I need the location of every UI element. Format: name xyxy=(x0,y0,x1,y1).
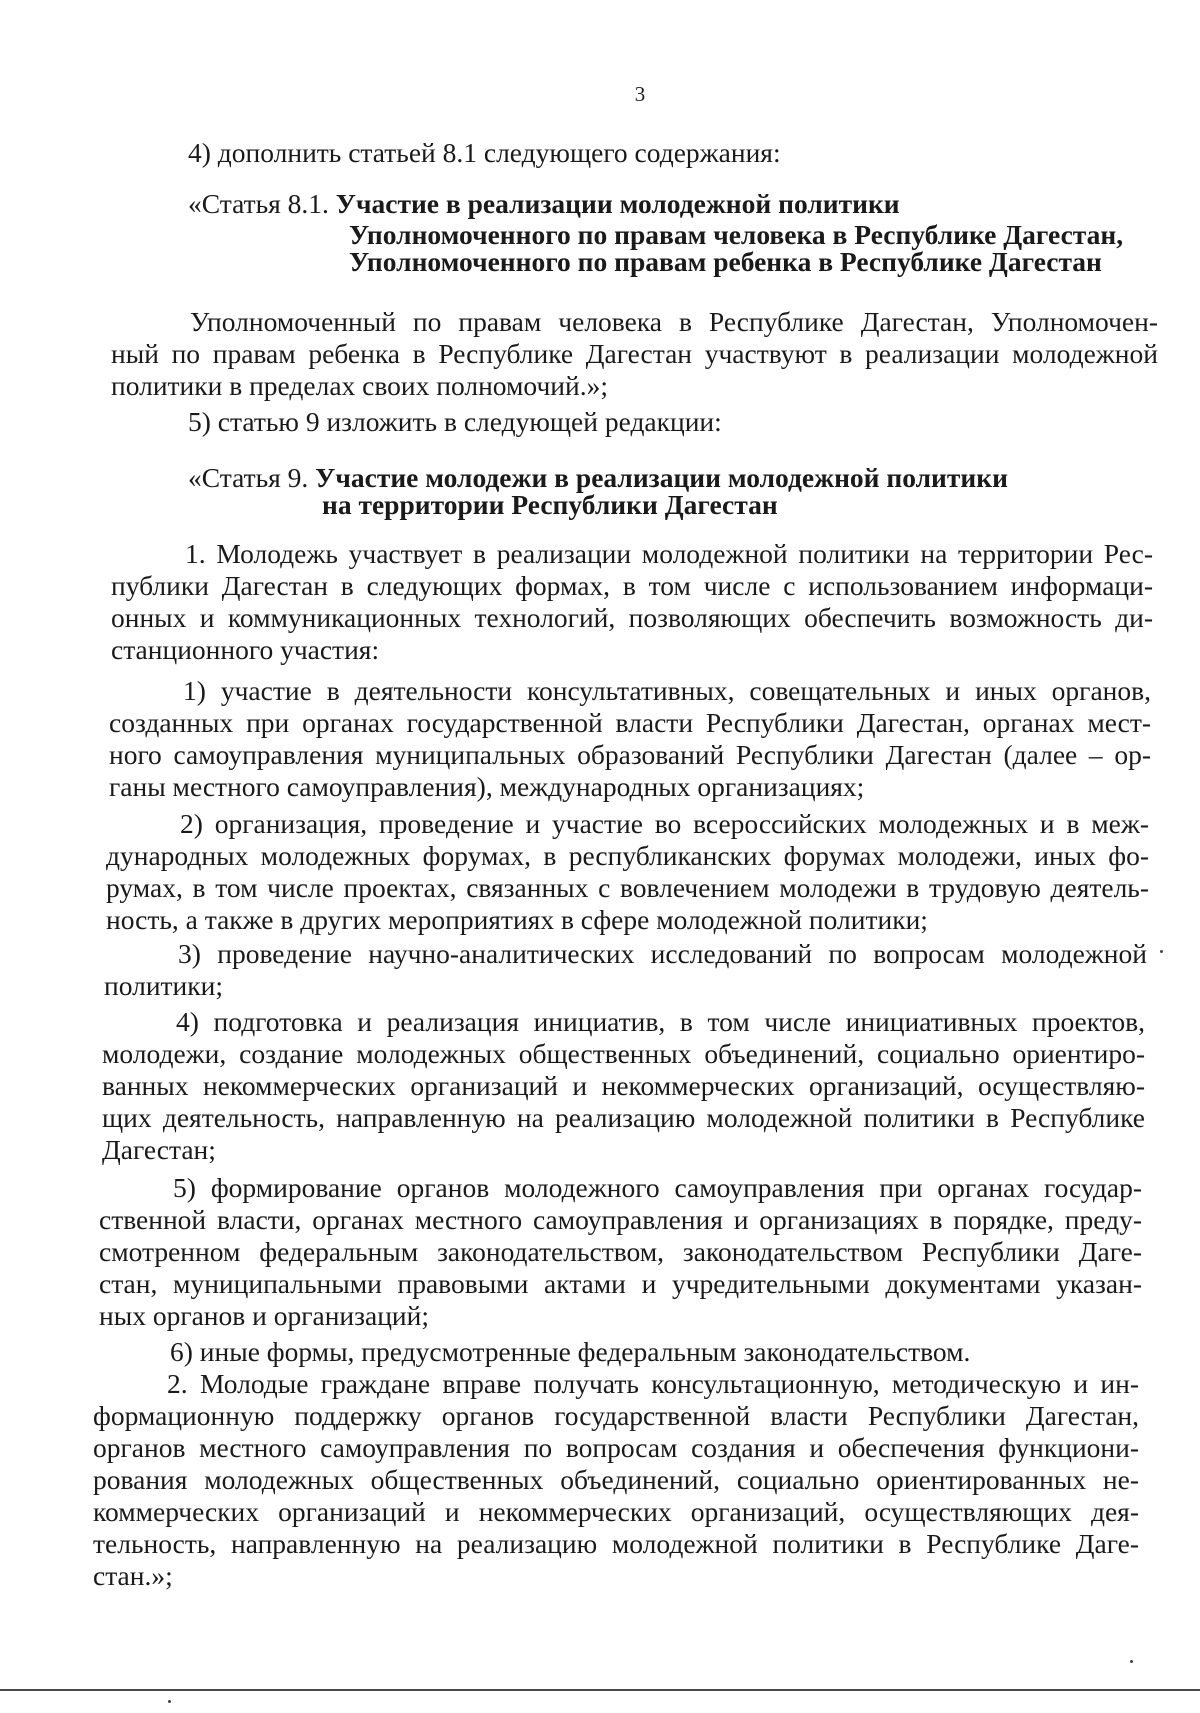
article-8-1-title-line-1: Участие в реализации молодежной политики xyxy=(335,188,900,219)
paragraph-line: ванных некоммерческих организаций и некоммерческих организаций, осуществляю- xyxy=(102,1070,1145,1101)
paragraph-line: онных и коммуникационных технологий, позволяющих обеспечить возможность ди- xyxy=(111,602,1153,633)
paragraph-line: рования молодежных общественных объединений, социально ориентированных не- xyxy=(93,1464,1139,1495)
paragraph-line: ность, а также в других мероприятиях в сфере молодежной политики; xyxy=(106,904,928,935)
paragraph-line: ного самоуправления муниципальных образований Республики Дагестан (далее – ор- xyxy=(109,739,1151,770)
paragraph-line: формационную поддержку органов государственной власти Республики Дагестан, xyxy=(93,1400,1139,1431)
page-number: 3 xyxy=(634,82,646,106)
paragraph-line: Уполномоченный по правам человека в Республике Дагестан, Уполномочен- xyxy=(190,306,1158,337)
article-9-title-line-2: на территории Республики Дагестан xyxy=(322,489,778,520)
paragraph-line: созданных при органах государственной власти Республики Дагестан, органах мест- xyxy=(109,707,1151,738)
scan-speck xyxy=(1130,1660,1133,1663)
scan-edge-line xyxy=(0,1689,1200,1691)
paragraph-line: органов местного самоуправления по вопросам создания и обеспечения функциони- xyxy=(93,1432,1139,1463)
paragraph-line: политики; xyxy=(104,970,223,1001)
paragraph-line: Дагестан; xyxy=(102,1134,216,1165)
paragraph-line: ственной власти, органах местного самоуправления и организациях в порядке, преду- xyxy=(99,1204,1142,1235)
article-9-label: «Статья 9. xyxy=(188,462,316,493)
paragraph-line: политики в пределах своих полномочий.»; xyxy=(111,370,608,401)
paragraph-line: щих деятельность, направленную на реализацию молодежной политики в Республике xyxy=(102,1102,1145,1133)
paragraph-line: 3) проведение научно-аналитических исследований по вопросам молодежной xyxy=(178,938,1147,969)
paragraph-line: 2) организация, проведение и участие во всероссийских молодежных и в меж- xyxy=(180,808,1149,839)
paragraph-line: коммерческих организаций и некоммерческих организаций, осуществляющих дея- xyxy=(93,1496,1139,1527)
scan-speck xyxy=(168,1700,171,1703)
amendment-5: 5) статью 9 изложить в следующей редакции: xyxy=(188,406,722,437)
paragraph-line: станционного участия: xyxy=(111,634,380,665)
article-8-1-label: «Статья 8.1. xyxy=(188,188,336,219)
paragraph-line: 1) участие в деятельности консультативных, совещательных и иных органов, xyxy=(183,675,1151,706)
paragraph-line: молодежи, создание молодежных общественных объединений, социально ориентиро- xyxy=(102,1038,1145,1069)
paragraph-line: публики Дагестан в следующих формах, в том числе с использованием информаци- xyxy=(111,570,1153,601)
amendment-4: 4) дополнить статьей 8.1 следующего содержания: xyxy=(188,137,781,168)
paragraph-line: ганы местного самоуправления), международных организациях; xyxy=(109,771,865,802)
article-8-1-title-line-3: Уполномоченного по правам ребенка в Республике Дагестан xyxy=(349,246,1102,277)
article-8-1-title-line-2: Уполномоченного по правам человека в Республике Дагестан, xyxy=(349,219,1124,250)
paragraph-line: румах, в том числе проектах, связанных с вовлечением молодежи в трудовую деятель- xyxy=(106,872,1149,903)
paragraph-line: смотренном федеральным законодательством, законодательством Республики Даге- xyxy=(99,1236,1142,1267)
paragraph-line: 1. Молодежь участвует в реализации молодежной политики на территории Рес- xyxy=(185,538,1153,569)
paragraph-line: дународных молодежных форумах, в республиканских форумах молодежи, иных фо- xyxy=(106,840,1149,871)
paragraph-line: ный по правам ребенка в Республике Дагестан участвуют в реализации молодежной xyxy=(111,338,1158,369)
paragraph-line: 2. Молодые граждане вправе получать консультационную, методическую и ин- xyxy=(167,1368,1139,1399)
paragraph-line: тельность, направленную на реализацию молодежной политики в Республике Даге- xyxy=(93,1528,1139,1559)
article-9-title-line-1: Участие молодежи в реализации молодежной политики xyxy=(315,462,1008,493)
paragraph-line: 5) формирование органов молодежного самоуправления при органах государ- xyxy=(173,1172,1142,1203)
paragraph-line: 4) подготовка и реализация инициатив, в том числе инициативных проектов, xyxy=(176,1006,1145,1037)
scan-speck xyxy=(1160,950,1163,953)
paragraph-line: ных органов и организаций; xyxy=(99,1300,429,1331)
paragraph-line: стан.»; xyxy=(93,1560,173,1591)
paragraph-line: стан, муниципальными правовыми актами и учредительными документами указан- xyxy=(99,1268,1142,1299)
list-item-6: 6) иные формы, предусмотренные федеральным законодательством. xyxy=(170,1336,971,1367)
